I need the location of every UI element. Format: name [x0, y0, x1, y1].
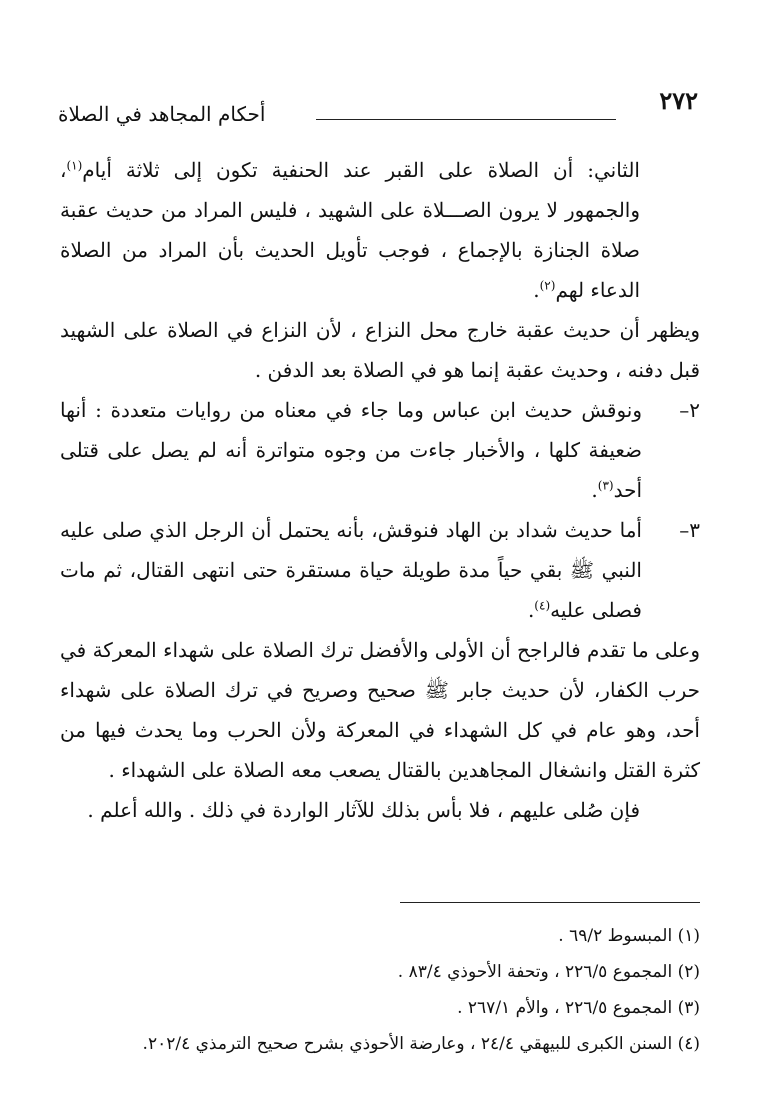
- body-text: [60, 150, 700, 830]
- footnote-3: (٣) المجموع ٢٢٦/٥ ، والأم ٢٦٧/١ .: [457, 998, 700, 1018]
- item-2-text: ونوقش حديث ابن عباس وما جاء في معناه من روايات متعددة : أنها ضعيفة كلها ، والأخبار جاءت من وجوه متواترة أنه لم يصل على قتلى أحد: [60, 398, 642, 502]
- footnote-rule: [400, 902, 700, 903]
- item-number-3: ٣–: [679, 518, 700, 542]
- paragraph-1-text: الثاني: أن الصلاة على القبر عند الحنفية تكون إلى ثلاثة أيام: [82, 158, 640, 182]
- paragraph-2: [60, 310, 700, 390]
- running-title: أحكام المجاهد في الصلاة: [58, 102, 266, 126]
- paragraph-1-continuation: ، والجمهور لا يرون الصـــلاة على الشهيد ، فليس المراد من حديث عقبة صلاة الجنازة بالإجماع ، فوجب تأويل الحديث بأن المراد من الصلاة الدعاء لهم: [60, 158, 640, 302]
- header-rule: [316, 119, 616, 120]
- paragraph-3: [60, 630, 700, 790]
- paragraph-1-end: .: [533, 278, 540, 302]
- page-number: ٢٧٢: [659, 86, 698, 115]
- footnote-1: (١) المبسوط ٦٩/٢ .: [558, 926, 700, 946]
- paragraph-2-text: ويظهر أن حديث عقبة خارج محل النزاع ، لأن النزاع في الصلاة على الشهيد قبل دفنه ، وحديث عقبة إنما هو في الصلاة بعد الدفن .: [60, 318, 700, 382]
- paragraph-4-text: فإن صُلى عليهم ، فلا بأس بذلك للآثار الواردة في ذلك . والله أعلم .: [87, 798, 640, 822]
- page-header: [58, 84, 698, 124]
- footnote-4: (٤) السنن الكبرى للبيهقي ٢٤/٤ ، وعارضة الأحوذي بشرح صحيح الترمذي ٢٠٢/٤.: [142, 1034, 700, 1054]
- footnotes: [60, 918, 700, 1062]
- footnote-ref-4: (٤): [534, 598, 551, 613]
- footnote-ref-2: (٢): [539, 278, 556, 293]
- item-3-end: .: [527, 598, 535, 622]
- item-3-text: أما حديث شداد بن الهاد فنوقش، بأنه يحتمل أن الرجل الذي صلى عليه النبي ﷺ بقي حياً مدة طويلة حياة مستقرة حتى انتهى القتال، ثم مات فصلى عليه: [60, 518, 642, 622]
- paragraph-3-text: وعلى ما تقدم فالراجح أن الأولى والأفضل ترك الصلاة على شهداء المعركة في حرب الكفار، لأن حديث جابر ﷺ صحيح وصريح في ترك الصلاة على شهداء أحد، وهو عام في كل الشهداء في المعركة ولأن الحرب وما يحدث فيها من كثرة القتل وانشغال المجاهدين بالقتال يصعب معه الصلاة على الشهداء .: [60, 638, 700, 782]
- numbered-item-3: [60, 510, 700, 630]
- numbered-item-2: [60, 390, 700, 510]
- footnote-ref-3: (٣): [597, 478, 614, 493]
- paragraph-1: [60, 150, 700, 310]
- item-2-end: .: [591, 478, 598, 502]
- footnote-2: (٢) المجموع ٢٢٦/٥ ، وتحفة الأحوذي ٨٣/٤ .: [397, 962, 700, 982]
- item-number-2: ٢–: [679, 398, 700, 422]
- paragraph-4: [60, 790, 700, 830]
- footnote-ref-1: (١): [66, 158, 83, 173]
